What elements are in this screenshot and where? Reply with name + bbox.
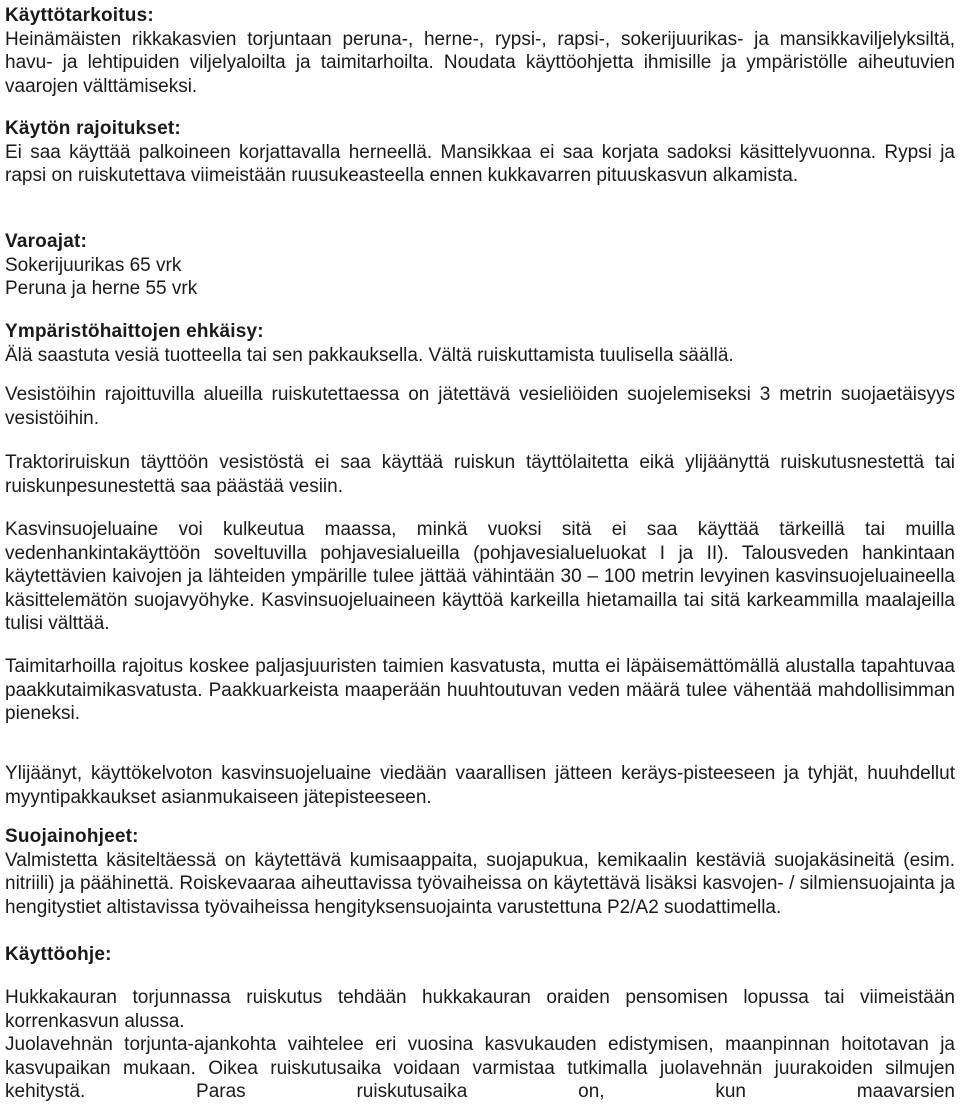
varoaika-sokerijuurikas: Sokerijuurikas 65 vrk (5, 254, 182, 276)
paragraph-ymparisto-2-block (5, 383, 955, 430)
paragraph-kayttoohje-2-block (5, 1033, 955, 1104)
paragraph-ymparisto-3-block (5, 451, 955, 498)
heading-rajoitukset: Käytön rajoitukset: (5, 118, 181, 139)
section-varoajat (5, 230, 955, 301)
heading-ymparisto: Ympäristöhaittojen ehkäisy: (5, 321, 264, 342)
paragraph-kayttotarkoitus: Heinämäisten rikkakasvien torjuntaan peruna-, herne-, rypsi-, rapsi-, sokerijuurikas- ja mansikkaviljelyksiltä, havu- ja lehtipuiden viljelyaloilta ja taimitarhoilta. Noudata käyttöohjetta ihmisille ja ympäristölle aiheutuvien vaarojen välttämiseksi. (5, 28, 955, 97)
paragraph-rajoitukset: Ei saa käyttää palkoineen korjattavalla herneellä. Mansikkaa ei saa korjata sadoksi käsittelyvuonna. Rypsi ja rapsi on ruiskutettava viimeistään ruusukeasteella ennen kukkavarren pituuskasvun alkamista. (5, 141, 955, 186)
paragraph-ymparisto-2: Vesistöihin rajoittuvilla alueilla ruiskutettaessa on jätettävä vesieliöiden suojelemiseksi 3 metrin suojaetäisyys vesistöihin. (5, 384, 955, 429)
section-kayttotarkoitus (5, 4, 955, 98)
section-rajoitukset (5, 117, 955, 188)
section-suojain (5, 825, 955, 919)
paragraph-ymparisto-3: Traktoriruiskun täyttöön vesistöstä ei saa käyttää ruiskun täyttölaitetta eikä ylijäänyttä ruiskutusnestettä tai ruiskunpesunestettä saa päästää vesiin. (5, 452, 955, 497)
paragraph-ymparisto-5-block (5, 655, 955, 726)
paragraph-ymparisto-1: Älä saastuta vesiä tuotteella tai sen pakkauksella. Vältä ruiskuttamista tuulisella säällä. (5, 344, 734, 366)
varoaika-peruna-herne: Peruna ja herne 55 vrk (5, 278, 198, 299)
paragraph-suojain: Valmistetta käsiteltäessä on käytettävä kumisaappaita, suojapukua, kemikaalin kestäviä suojakäsineitä (esim. nitriili) ja päähinettä. Roiskevaaraa aiheuttavissa työvaiheissa on käytettävä lisäksi kasvojen- / silmiensuojainta ja hengitystiet altistavissa työvaiheissa hengityksensuojainta varustettuna P2/A2 suodattimella. (5, 849, 955, 918)
paragraph-kayttoohje-1-block (5, 986, 955, 1033)
paragraph-ymparisto-5: Taimitarhoilla rajoitus koskee paljasjuuristen taimien kasvatusta, mutta ei läpäisemättömällä alustalla tapahtuvaa paakkutaimikasvatusta. Paakkuarkeista maaperään huuhtoutuvan veden määrä tulee vähentää mahdollisimman pieneksi. (5, 656, 955, 724)
heading-kayttoohje: Käyttöohje: (5, 944, 112, 965)
paragraph-ymparisto-4: Kasvinsuojeluaine voi kulkeutua maassa, minkä vuoksi sitä ei saa käyttää tärkeillä tai muilla vedenhankintakäyttöön soveltuvilla pohjavesialueilla (pohjavesialueluokat I ja II). Talousveden hankintaan käytettävien kaivojen ja lähteiden ympärille tulee jättää vähintään 30 – 100 metrin levyinen kasvinsuojeluaineella käsittelemätön suojavyöhyke. Kasvinsuojeluaineen käyttöä karkeilla hietamailla tai sitä karkeammilla maalajeilla tulisi välttää. (5, 519, 955, 634)
paragraph-kayttoohje-2: Juolavehnän torjunta-ajankohta vaihtelee eri vuosina kasvukauden edistymisen, maanpinnan hoitotavan ja kasvupaikan mukaan. Oikea ruiskutusaika voidaan varmistaa tutkimalla juolavehnän juurakoiden silmujen kehitystä. Paras ruiskutusaika on, kun maavarsien (5, 1034, 955, 1102)
paragraph-ymparisto-6: Ylijäänyt, käyttökelvoton kasvinsuojeluaine viedään vaarallisen jätteen keräys-pisteeseen ja tyhjät, huuhdellut myyntipakkaukset asianmukaiseen jätepisteeseen. (5, 763, 955, 808)
paragraph-ymparisto-6-block (5, 762, 955, 809)
heading-suojain: Suojainohjeet: (5, 826, 139, 847)
heading-varoajat: Varoajat: (5, 231, 88, 252)
paragraph-ymparisto-4-block (5, 518, 955, 636)
section-ymparisto (5, 320, 955, 367)
paragraph-kayttoohje-1: Hukkakauran torjunnassa ruiskutus tehdään hukkakauran oraiden pensomisen lopussa tai viimeistään korrenkasvun alussa. (5, 987, 955, 1032)
heading-kayttotarkoitus: Käyttötarkoitus: (5, 5, 154, 26)
section-kayttoohje (5, 943, 955, 967)
